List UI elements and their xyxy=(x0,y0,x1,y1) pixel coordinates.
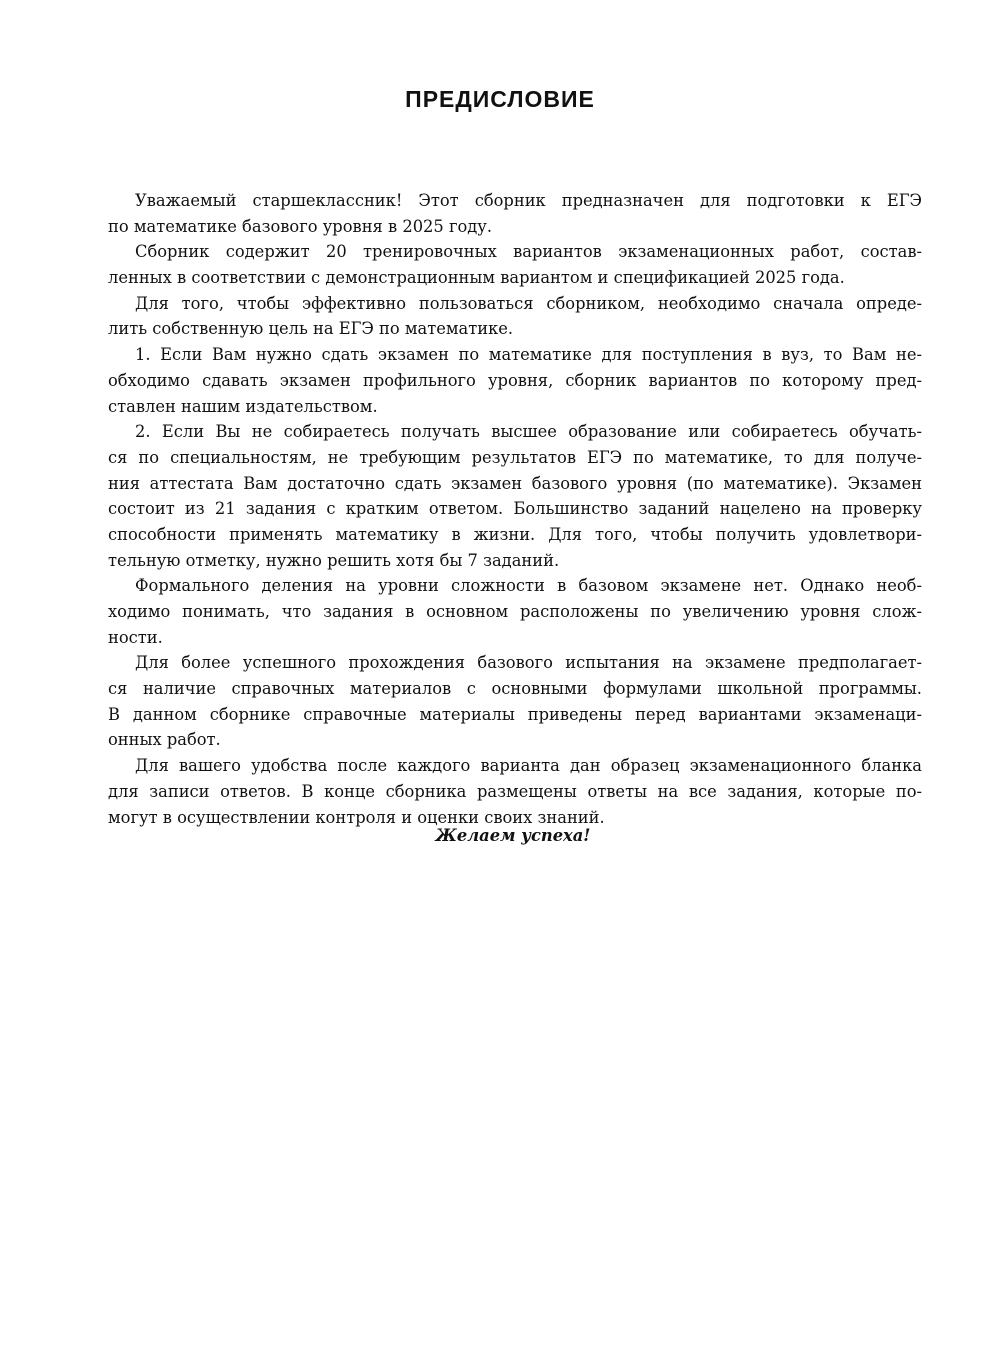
text-line: ся наличие справочных материалов с основными формулами школьной программы. xyxy=(108,679,922,699)
text-line: ходимо понимать, что задания в основном расположены по увеличению уровня слож- xyxy=(108,602,922,621)
text-line: В данном сборнике справочные материалы приведены перед вариантами экзаменаци- xyxy=(108,704,922,724)
page-title: ПРЕДИСЛОВИЕ xyxy=(405,86,595,112)
text-line: 1. Если Вам нужно сдать экзамен по математике для поступления в вуз, то Вам не- xyxy=(135,345,922,365)
text-line: состоит из 21 задания с кратким ответом. Большинство заданий нацелено на проверку xyxy=(108,499,922,519)
text-line: ставлен нашим издательством. xyxy=(108,396,378,416)
paragraph xyxy=(108,342,922,419)
paragraph xyxy=(108,419,922,573)
paragraph xyxy=(108,291,922,342)
text-line: Для более успешного прохождения базового испытания на экзамене предполагает- xyxy=(135,653,922,673)
closing-wish: Желаем успеха! xyxy=(435,826,591,845)
text-line: для записи ответов. В конце сборника размещены ответы на все задания, которые по- xyxy=(108,781,922,801)
text-line: способности применять математику в жизни. Для того, чтобы получить удовлетвори- xyxy=(108,524,922,544)
text-line: Для того, чтобы эффективно пользоваться сборником, необходимо сначала опреде- xyxy=(135,293,922,313)
paragraph xyxy=(108,573,922,650)
text-line: 2. Если Вы не собираетесь получать высшее образование или собираетесь обучать- xyxy=(135,422,922,442)
text-line: обходимо сдавать экзамен профильного уровня, сборник вариантов по которому пред- xyxy=(108,370,922,390)
paragraph xyxy=(108,188,922,239)
text-line: тельную отметку, нужно решить хотя бы 7 заданий. xyxy=(108,550,560,570)
text-line: Уважаемый старшеклассник! Этот сборник предназначен для подготовки к ЕГЭ xyxy=(135,191,922,210)
paragraph xyxy=(108,650,922,753)
text-line: ся по специальностям, не требующим результатов ЕГЭ по математике, то для получе- xyxy=(108,447,922,467)
text-line: онных работ. xyxy=(108,730,221,750)
text-line: ности. xyxy=(108,627,163,647)
text-line: Для вашего удобства после каждого варианта дан образец экзаменационного бланка xyxy=(135,756,922,776)
text-line: ленных в соответствии с демонстрационным вариантом и спецификацией 2025 года. xyxy=(108,268,845,288)
text-line: ния аттестата Вам достаточно сдать экзамен базового уровня (по математике). Экзамен xyxy=(108,473,922,493)
paragraph xyxy=(108,239,922,290)
text-line: Формального деления на уровни сложности в базовом экзамене нет. Однако необ- xyxy=(135,576,922,596)
text-line: по математике базового уровня в 2025 году. xyxy=(108,216,493,236)
preface-body xyxy=(108,188,922,830)
paragraph xyxy=(108,753,922,830)
text-line: Сборник содержит 20 тренировочных вариантов экзаменационных работ, состав- xyxy=(135,242,922,262)
text-line: лить собственную цель на ЕГЭ по математике. xyxy=(108,319,514,339)
text-line: могут в осуществлении контроля и оценки своих знаний. xyxy=(108,807,605,827)
